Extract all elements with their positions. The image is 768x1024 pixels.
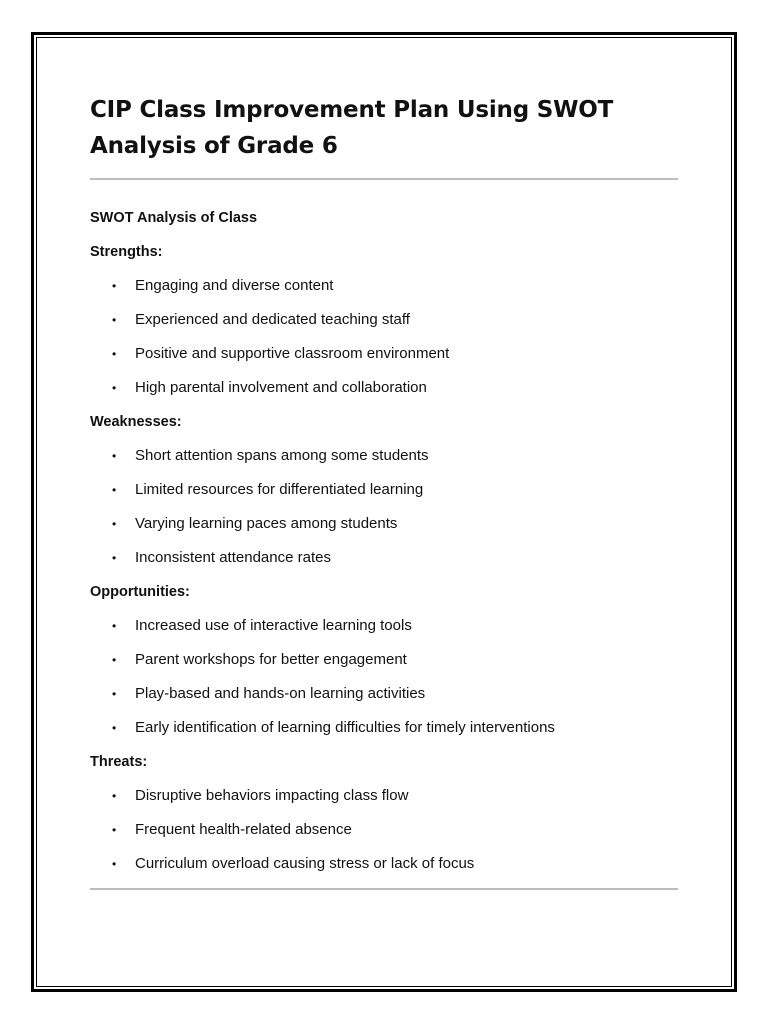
bullet-icon: • — [112, 823, 117, 837]
bullet-icon: • — [112, 789, 117, 803]
list-item-text: Curriculum overload causing stress or lack of focus — [135, 855, 475, 872]
list-item-text: Increased use of interactive learning tools — [135, 617, 412, 634]
threats-heading: Threats: — [90, 754, 148, 770]
list-item-text: Positive and supportive classroom environment — [135, 345, 450, 362]
list-item — [90, 718, 678, 738]
list-item-text: Engaging and diverse content — [135, 277, 334, 294]
list-item-text: Play-based and hands-on learning activities — [135, 685, 426, 702]
strengths-list — [90, 276, 678, 398]
title-divider — [90, 178, 678, 180]
list-item-text: Frequent health-related absence — [135, 821, 352, 838]
list-item-text: High parental involvement and collaboration — [135, 379, 427, 396]
bullet-icon: • — [112, 517, 117, 531]
bottom-divider — [90, 888, 678, 890]
list-item-text: Parent workshops for better engagement — [135, 651, 407, 668]
bullet-icon: • — [112, 653, 117, 667]
list-item-text: Short attention spans among some students — [135, 447, 429, 464]
bullet-icon: • — [112, 687, 117, 701]
list-item — [90, 616, 678, 636]
list-item-text: Experienced and dedicated teaching staff — [135, 311, 410, 328]
bullet-icon: • — [112, 449, 117, 463]
list-item — [90, 514, 678, 534]
list-item-text: Varying learning paces among students — [135, 515, 398, 532]
list-item — [90, 548, 678, 568]
bullet-icon: • — [112, 279, 117, 293]
list-item — [90, 820, 678, 840]
list-item — [90, 446, 678, 466]
list-item-text: Inconsistent attendance rates — [135, 549, 331, 566]
bullet-icon: • — [112, 313, 117, 327]
list-item — [90, 786, 678, 806]
weaknesses-heading: Weaknesses: — [90, 414, 182, 430]
document-title: CIP Class Improvement Plan Using SWOT Analysis of Grade 6 — [90, 97, 614, 159]
list-item — [90, 310, 678, 330]
bullet-icon: • — [112, 551, 117, 565]
list-item — [90, 854, 678, 874]
list-item-text: Limited resources for differentiated learning — [135, 481, 424, 498]
bullet-icon: • — [112, 483, 117, 497]
bullet-icon: • — [112, 857, 117, 871]
strengths-heading: Strengths: — [90, 244, 163, 260]
bullet-icon: • — [112, 381, 117, 395]
document-body — [90, 92, 678, 890]
list-item-text: Disruptive behaviors impacting class flow — [135, 787, 409, 804]
list-item — [90, 480, 678, 500]
opportunities-heading: Opportunities: — [90, 584, 190, 600]
list-item-text: Early identification of learning difficulties for timely interventions — [135, 719, 555, 736]
weaknesses-list — [90, 446, 678, 568]
list-item — [90, 378, 678, 398]
list-item — [90, 684, 678, 704]
list-item — [90, 276, 678, 296]
bullet-icon: • — [112, 619, 117, 633]
bullet-icon: • — [112, 347, 117, 361]
opportunities-list — [90, 616, 678, 738]
threats-list — [90, 786, 678, 874]
list-item — [90, 344, 678, 364]
bullet-icon: • — [112, 721, 117, 735]
list-item — [90, 650, 678, 670]
swot-section-heading: SWOT Analysis of Class — [90, 210, 258, 226]
